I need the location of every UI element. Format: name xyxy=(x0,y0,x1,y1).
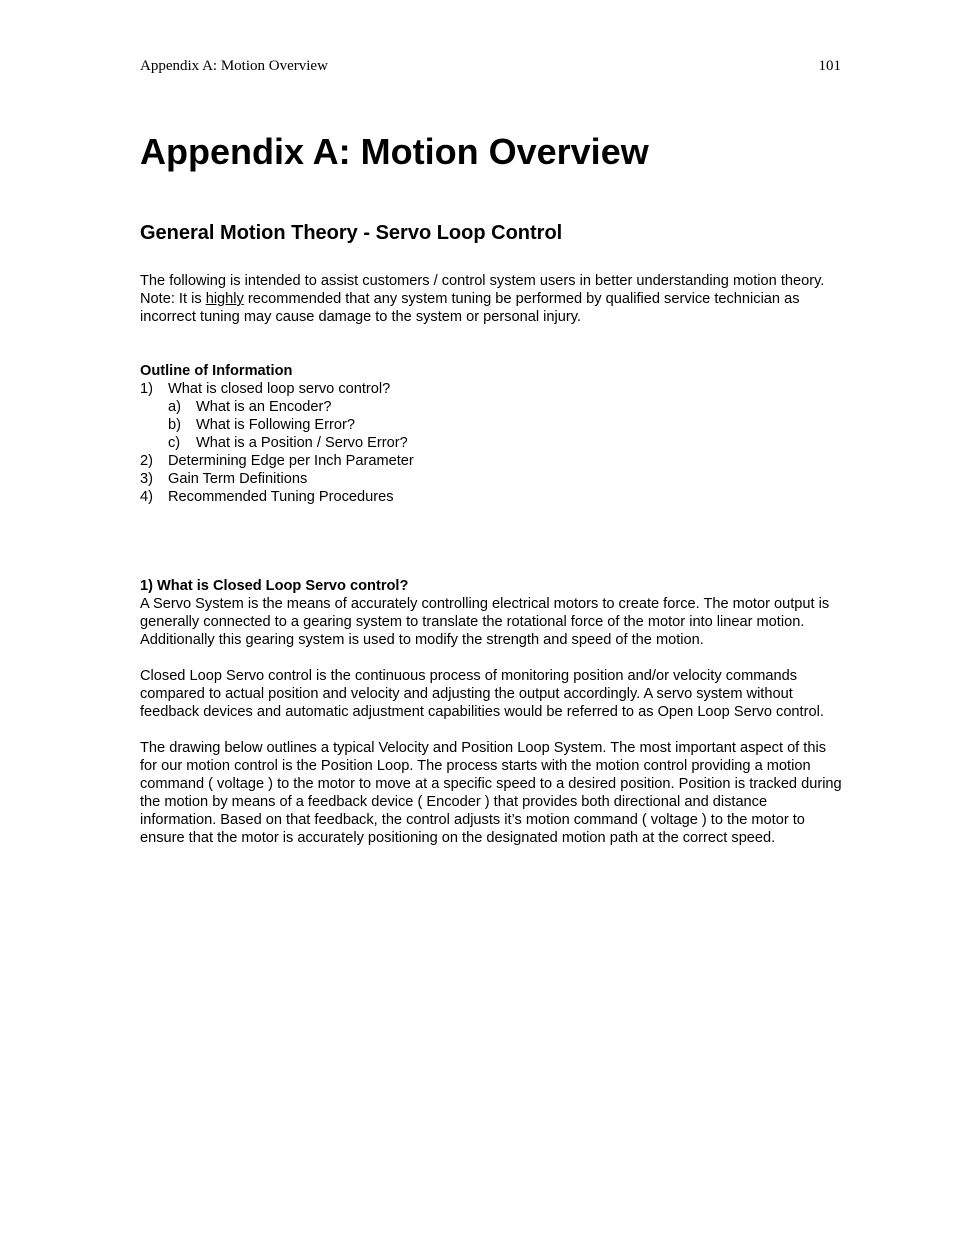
outline-item-text: Recommended Tuning Procedures xyxy=(168,489,394,505)
outline-item-text: What is a Position / Servo Error? xyxy=(196,435,408,451)
outline-subitem xyxy=(140,434,840,452)
intro-paragraph xyxy=(140,272,840,326)
outline-subitem xyxy=(140,416,840,434)
outline-item-number: b) xyxy=(168,417,181,433)
outline-of-information xyxy=(140,362,840,506)
outline-item-number: 2) xyxy=(140,453,153,469)
outline-item xyxy=(140,452,840,470)
running-header-title: Appendix A: Motion Overview xyxy=(140,58,328,74)
outline-item xyxy=(140,470,840,488)
section-heading: 1) What is Closed Loop Servo control? xyxy=(140,578,409,594)
intro-text-start: The following is intended to assist customers / control system users in better understanding motion theory. Note: It is xyxy=(140,273,825,307)
intro-emphasis: highly xyxy=(205,291,244,307)
outline-item-number: 1) xyxy=(140,381,153,397)
outline-item-text: What is Following Error? xyxy=(196,417,355,433)
outline-item xyxy=(140,380,840,398)
page-number: 101 xyxy=(818,58,841,74)
intro-text-end: recommended that any system tuning be performed by qualified service technician as incorrect tuning may cause damage to the system or personal injury. xyxy=(140,291,800,325)
outline-item-text: What is closed loop servo control? xyxy=(168,381,391,397)
outline-item xyxy=(140,488,840,506)
body-paragraph: A Servo System is the means of accurately controlling electrical motors to create force. The motor output is generally connected to a gearing system to translate the rotational force of the motor into linear motion. Additionally this gearing system is used to modify the strength and speed of the motion. xyxy=(140,596,830,648)
section-closed-loop-servo xyxy=(140,577,843,865)
outline-item-number: c) xyxy=(168,435,181,451)
outline-item-text: What is an Encoder? xyxy=(196,399,332,415)
outline-subitem xyxy=(140,398,840,416)
section-subtitle: General Motion Theory - Servo Loop Control xyxy=(140,222,563,244)
outline-heading: Outline of Information xyxy=(140,363,293,379)
outline-item-number: 4) xyxy=(140,489,153,505)
outline-item-number: 3) xyxy=(140,471,153,487)
outline-item-number: a) xyxy=(168,399,181,415)
outline-item-text: Gain Term Definitions xyxy=(168,471,308,487)
body-paragraph: The drawing below outlines a typical Velocity and Position Loop System. The most important aspect of this for our motion control is the Position Loop. The process starts with the motion control providing a motion command ( voltage ) to the motor to move at a specific speed to a desired position. Position is tracked during the motion by means of a feedback device ( Encoder ) that provides both directional and distance information. Based on that feedback, the control adjusts it’s motion command ( voltage ) to the motor to ensure that the motor is accurately positioning on the designated motion path at the correct speed. xyxy=(140,740,842,846)
outline-item-text: Determining Edge per Inch Parameter xyxy=(168,453,414,469)
body-paragraph: Closed Loop Servo control is the continuous process of monitoring position and/or velocity commands compared to actual position and velocity and adjusting the output accordingly. A servo system without feedback devices and automatic adjustment capabilities would be referred to as Open Loop Servo control. xyxy=(140,668,824,720)
page-title: Appendix A: Motion Overview xyxy=(140,131,649,172)
